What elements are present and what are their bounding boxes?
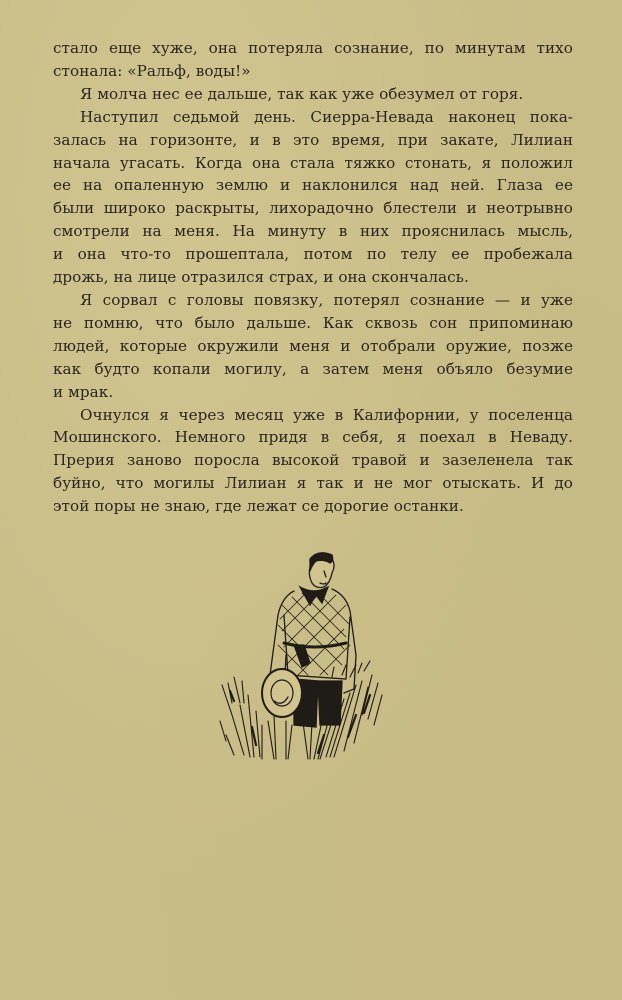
paragraph-2 <box>53 83 573 106</box>
text-line: не помню, что было дальше. Как сквозь сон припоминаю <box>53 313 573 332</box>
text-line: Очнулся я через месяц уже в Калифорнии, у поселенца <box>80 405 573 424</box>
text-line: буйно, что могилы Лилиан я так и не мог отыскать. И до <box>53 474 573 493</box>
text-line: как будто копали могилу, а затем меня объяло безумие <box>53 359 573 378</box>
man-in-grass-illustration <box>212 545 392 765</box>
paragraph-5 <box>53 404 573 519</box>
text-line: Я сорвал с головы повязку, потерял сознание — и уже <box>80 290 573 309</box>
text-line: были широко раскрыты, лихорадочно блестели и неотрывно <box>53 199 573 218</box>
text-line: начала угасать. Когда она стала тяжко стонать, я положил <box>53 153 573 172</box>
paragraph-3 <box>53 106 573 289</box>
text-line: смотрели на меня. На минуту в них прояснилась мысль, <box>53 222 573 241</box>
body-text <box>53 37 573 518</box>
text-line: и мрак. <box>53 382 114 401</box>
text-line: дрожь, на лице отразился страх, и она скончалась. <box>53 268 469 287</box>
text-line: стонала: «Ральф, воды!» <box>53 61 251 80</box>
paragraph-4 <box>53 289 573 404</box>
text-line: этой поры не знаю, где лежат се дорогие останки. <box>53 497 464 516</box>
paragraph-1 <box>53 37 573 83</box>
text-line: Прерия заново поросла высокой травой и зазеленела так <box>53 451 573 470</box>
text-line: людей, которые окружили меня и отобрали оружие, позже <box>53 336 573 355</box>
text-line: Я молча нес ее дальше, так как уже обезумел от горя. <box>80 84 524 103</box>
text-line: ее на опаленную землю и наклонился над ней. Глаза ее <box>53 176 573 195</box>
text-line: Наступил седьмой день. Сиерра-Невада наконец пока- <box>80 107 573 126</box>
text-line: Мошинского. Немного придя в себя, я поехал в Неваду. <box>53 428 573 447</box>
text-line: стало еще хуже, она потеряла сознание, по минутам тихо <box>53 39 573 57</box>
text-line: залась на горизонте, и в это время, при закате, Лилиан <box>53 130 573 149</box>
text-line: и она что-то прошептала, потом по телу ее пробежала <box>53 245 573 264</box>
